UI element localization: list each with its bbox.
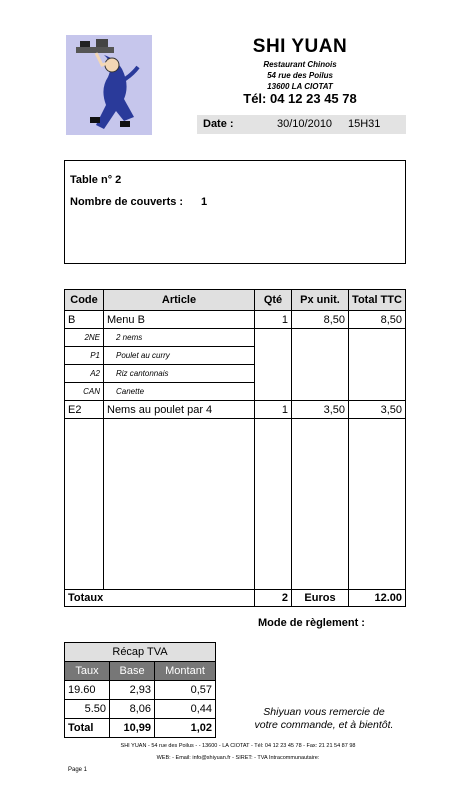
- item-code: P1: [65, 347, 104, 365]
- tva-montant: 0,57: [155, 681, 216, 700]
- item-total: 8,50: [349, 311, 406, 329]
- payment-method-label: Mode de règlement :: [258, 617, 365, 629]
- table-number: Table n° 2: [70, 174, 122, 186]
- items-table: [64, 289, 406, 607]
- item-total: 3,50: [349, 401, 406, 419]
- covers-value: 1: [201, 196, 208, 208]
- tva-recap-table: [64, 642, 216, 738]
- table-row: [65, 401, 406, 419]
- empty-rows-area: [65, 419, 406, 590]
- date-label: Date :: [203, 118, 234, 130]
- items-header-row: [65, 290, 406, 311]
- tva-taux: 19.60: [65, 681, 110, 700]
- restaurant-logo: [66, 35, 152, 135]
- waiter-carrying-tray-icon: [66, 35, 152, 135]
- date-bar: [197, 115, 406, 134]
- tva-header-row: [65, 662, 216, 681]
- item-qty: 1: [255, 401, 292, 419]
- tva-row: [65, 700, 216, 719]
- table-row: [65, 329, 406, 347]
- col-qty: Qté: [255, 290, 292, 311]
- item-article: 2 nems: [104, 329, 255, 347]
- tva-total-montant: 1,02: [155, 719, 216, 738]
- item-article: Canette: [104, 383, 255, 401]
- restaurant-subtitle: Restaurant Chinois: [263, 60, 337, 69]
- item-code: CAN: [65, 383, 104, 401]
- tva-taux: 5.50: [65, 700, 110, 719]
- tva-montant: 0,44: [155, 700, 216, 719]
- totals-amount: 12.00: [349, 590, 406, 607]
- item-article: Riz cantonnais: [104, 365, 255, 383]
- col-total: Total TTC: [349, 290, 406, 311]
- restaurant-city: 13600 LA CIOTAT: [267, 82, 333, 91]
- tva-title: Récap TVA: [65, 643, 216, 662]
- footer-address: SHI YUAN - 54 rue des Poilus - - 13600 - LA CIOTAT - Tél: 04 12 23 45 78 - Fax: 21 21 54 87 98: [120, 743, 356, 749]
- thank-you-message: [236, 706, 412, 732]
- tva-col-base: Base: [110, 662, 155, 681]
- time-value: 15H31: [348, 118, 381, 130]
- col-code: Code: [65, 290, 104, 311]
- restaurant-phone: Tél: 04 12 23 45 78: [243, 91, 357, 106]
- totals-qty: 2: [255, 590, 292, 607]
- thanks-line-2: votre commande, et à bientôt.: [254, 719, 394, 731]
- tva-total-base: 10,99: [110, 719, 155, 738]
- item-article: Poulet au curry: [104, 347, 255, 365]
- item-code: A2: [65, 365, 104, 383]
- item-unit-price: 8,50: [292, 311, 349, 329]
- item-code: B: [65, 311, 104, 329]
- restaurant-name: SHI YUAN: [252, 36, 348, 57]
- table-row: [65, 311, 406, 329]
- item-unit-price: 3,50: [292, 401, 349, 419]
- item-code: 2NE: [65, 329, 104, 347]
- tva-base: 8,06: [110, 700, 155, 719]
- tva-row: [65, 681, 216, 700]
- restaurant-address: 54 rue des Poilus: [267, 71, 333, 80]
- item-article: Nems au poulet par 4: [104, 401, 255, 419]
- table-info-box: [64, 160, 406, 264]
- tva-col-montant: Montant: [155, 662, 216, 681]
- tva-col-taux: Taux: [65, 662, 110, 681]
- item-qty: 1: [255, 311, 292, 329]
- item-article: Menu B: [104, 311, 255, 329]
- tva-title-row: [65, 643, 216, 662]
- tva-total-label: Total: [65, 719, 110, 738]
- tva-total-row: [65, 719, 216, 738]
- totals-label: Totaux: [65, 590, 255, 607]
- col-unit-price: Px unit.: [292, 290, 349, 311]
- footer-contact: WEB: - Email: info@shiyuan.fr - SIRET: - TVA Intracommunautaire:: [156, 755, 320, 761]
- page-number: Page 1: [68, 767, 88, 773]
- tva-base: 2,93: [110, 681, 155, 700]
- date-value: 30/10/2010: [277, 118, 333, 130]
- covers-label: Nombre de couverts :: [70, 196, 184, 208]
- item-code: E2: [65, 401, 104, 419]
- totals-currency: Euros: [292, 590, 349, 607]
- col-article: Article: [104, 290, 255, 311]
- totals-row: [65, 590, 406, 607]
- thanks-line-1: Shiyuan vous remercie de: [263, 706, 385, 718]
